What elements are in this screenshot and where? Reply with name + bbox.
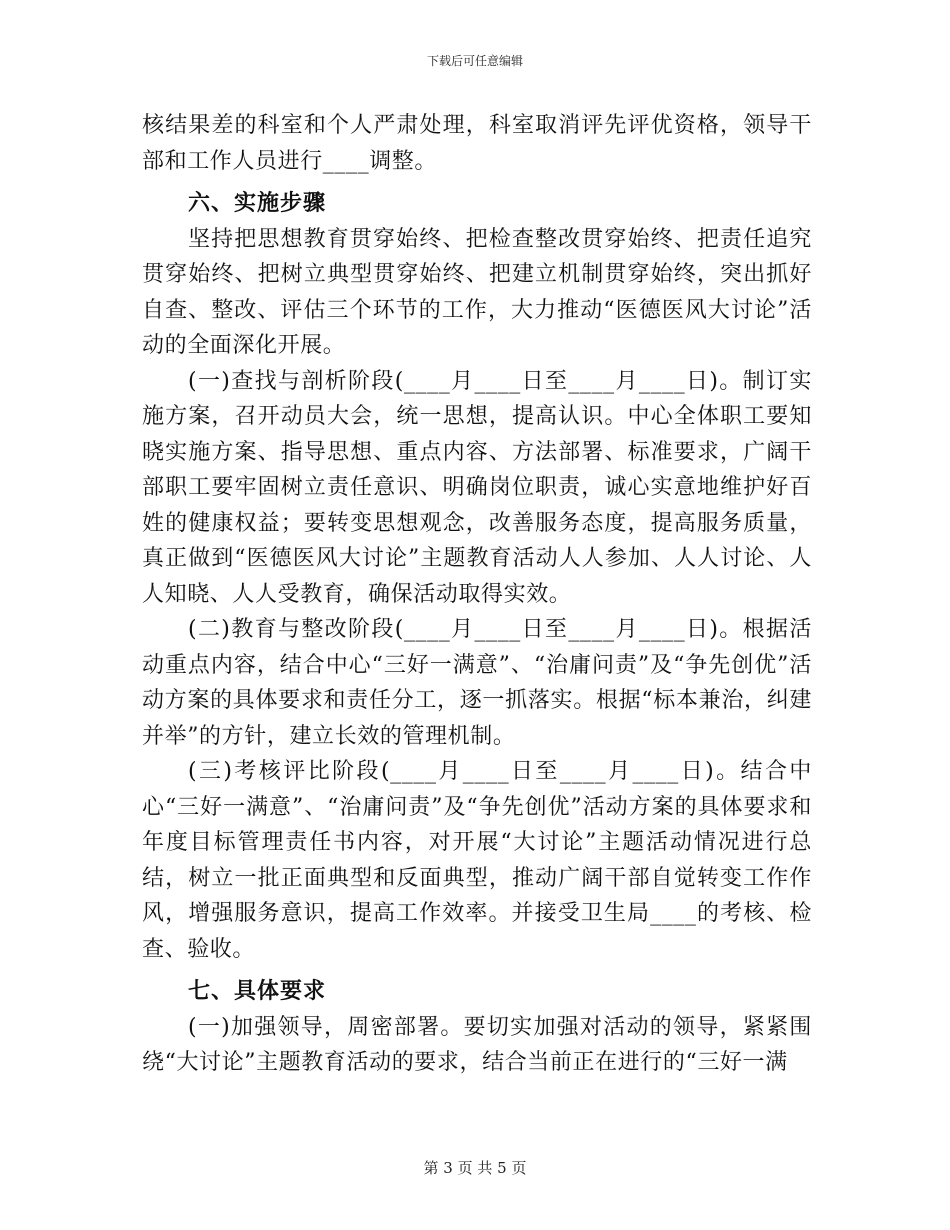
section-heading-specific-requirements: 七、具体要求 <box>188 978 327 1004</box>
paragraph-steps-intro: 坚持把思想教育贯穿始终、把检查整改贯穿始终、把责任追究贯穿始终、把树立典型贯穿始终、把建立机制贯穿始终，突出抓好自查、整改、评估三个环节的工作，大力推动“医德医风大讨论”活动的全面深化开展。 <box>142 226 812 358</box>
paragraph-continuation: 核结果差的科室和个人严肃处理，科室取消评先评优资格，领导干部和工作人员进行____调整。 <box>142 113 812 174</box>
paragraph-stage-three: (三)考核评比阶段(____月____日至____月____日)。结合中心“三好一满意”、“治庸问责”及“争先创优”活动方案的具体要求和年度目标管理责任书内容，对开展“大讨论”主题活动情况进行总结，树立一批正面典型和反面典型，推动广阔干部自觉转变工作作风，增强服务意识，提高工作效率。并接受卫生局____的考核、检查、验收。 <box>142 759 812 962</box>
paragraph-requirement-one: (一)加强领导，周密部署。要切实加强对活动的领导，紧紧围绕“大讨论”主题教育活动的要求，结合当前正在进行的“三好一满 <box>142 1014 812 1075</box>
page-footer-page-number: 第 3 页 共 5 页 <box>423 1159 527 1177</box>
paragraph-stage-two: (二)教育与整改阶段(____月____日至____月____日)。根据活动重点内容，结合中心“三好一满意”、“治庸问责”及“争先创优”活动方案的具体要求和责任分工，逐一抓落实。根据“标本兼治，纠建并举”的方针，建立长效的管理机制。 <box>142 617 812 749</box>
page-header: 下载后可任意编辑 <box>426 54 523 68</box>
section-heading-implementation-steps: 六、实施步骤 <box>188 190 327 216</box>
document-body <box>142 108 812 1081</box>
paragraph-stage-one: (一)查找与剖析阶段(____月____日至____月____日)。制订实施方案，召开动员大会，统一思想，提高认识。中心全体职工要知晓实施方案、指导思想、重点内容、方法部署、标准要求，广阔干部职工要牢固树立责任意识、明确岗位职责，诚心实意地维护好百姓的健康权益；要转变思想观念，改善服务态度，提高服务质量，真正做到“医德医风大讨论”主题教育活动人人参加、人人讨论、人人知晓、人人受教育，确保活动取得实效。 <box>142 368 812 607</box>
